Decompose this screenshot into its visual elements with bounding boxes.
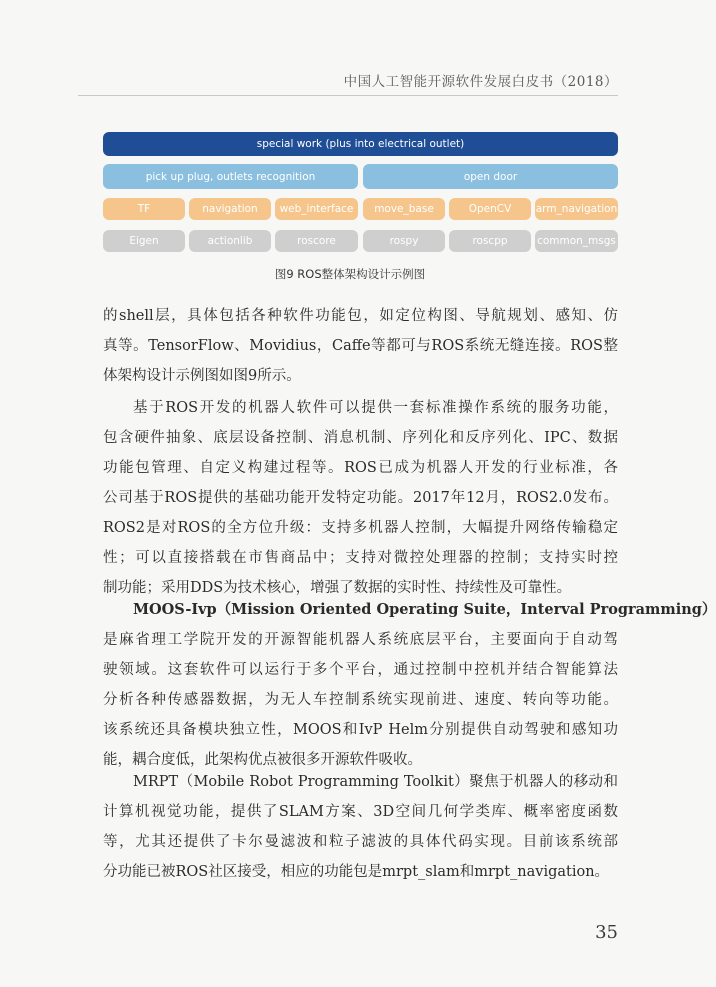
diagram-gray-box: common_msgs bbox=[535, 230, 618, 252]
text-line: 是麻省理工学院开发的开源智能机器人系统底层平台，主要面向于自动驾 bbox=[103, 632, 618, 648]
text-line: 分析各种传感器数据，为无人车控制系统实现前进、速度、转向等功能。 bbox=[103, 692, 618, 708]
diagram-orange-box: TF bbox=[103, 198, 185, 220]
diagram-gray-box: rospy bbox=[363, 230, 445, 252]
diagram-gray-box: actionlib bbox=[189, 230, 271, 252]
header-divider bbox=[78, 95, 618, 96]
body-paragraph bbox=[103, 767, 618, 887]
body-paragraph bbox=[103, 301, 618, 391]
diagram-gray-box: roscore bbox=[275, 230, 358, 252]
page-number: 35 bbox=[595, 922, 618, 943]
diagram-blue-box: open door bbox=[363, 164, 618, 189]
text-line: 计算机视觉功能，提供了SLAM方案、3D空间几何学类库、概率密度函数 bbox=[103, 804, 618, 820]
text-line: 包含硬件抽象、底层设备控制、消息机制、序列化和反序列化、IPC、数据 bbox=[103, 430, 618, 446]
diagram-orange-box: web_interface bbox=[275, 198, 358, 220]
diagram-top-layer: special work (plus into electrical outlet) bbox=[103, 132, 618, 156]
body-paragraph bbox=[103, 595, 716, 775]
diagram-orange-box: move_base bbox=[363, 198, 445, 220]
diagram-orange-box: navigation bbox=[189, 198, 271, 220]
text-line: 等，尤其还提供了卡尔曼滤波和粒子滤波的具体代码实现。目前该系统部 bbox=[103, 834, 618, 850]
text-line: 分功能已被ROS社区接受，相应的功能包是mrpt_slam和mrpt_navigation。 bbox=[103, 864, 610, 880]
text-line: 体架构设计示例图如图9所示。 bbox=[103, 368, 301, 384]
diagram-blue-box: pick up plug, outlets recognition bbox=[103, 164, 358, 189]
text-line: 真等。TensorFlow、Movidius，Caffe等都可与ROS系统无缝连接。ROS整 bbox=[103, 338, 618, 354]
diagram-orange-box: OpenCV bbox=[449, 198, 531, 220]
text-line: 能，耦合度低，此架构优点被很多开源软件吸收。 bbox=[103, 752, 422, 768]
text-line: 该系统还具备模块独立性，MOOS和IvP Helm分别提供自动驾驶和感知功 bbox=[103, 722, 618, 738]
diagram-gray-box: roscpp bbox=[449, 230, 531, 252]
running-header: 中国人工智能开源软件发展白皮书（2018） bbox=[343, 74, 618, 90]
text-line: 功能包管理、自定义构建过程等。ROS已成为机器人开发的行业标准，各 bbox=[103, 460, 618, 476]
text-line: MOOS-Ivp（Mission Oriented Operating Suite，Interval Programming） bbox=[133, 601, 716, 618]
diagram-gray-box: Eigen bbox=[103, 230, 185, 252]
text-line: 性；可以直接搭载在市售商品中；支持对微控处理器的控制；支持实时控 bbox=[103, 550, 618, 566]
figure-caption: 图9 ROS整体架构设计示例图 bbox=[274, 267, 426, 281]
body-paragraph bbox=[103, 393, 618, 603]
text-line: ROS2是对ROS的全方位升级：支持多机器人控制，大幅提升网络传输稳定 bbox=[103, 520, 618, 536]
diagram-orange-box: arm_navigation bbox=[535, 198, 618, 220]
text-line: MRPT（Mobile Robot Programming Toolkit）聚焦于机器人的移动和 bbox=[133, 774, 618, 790]
text-line: 基于ROS开发的机器人软件可以提供一套标准操作系统的服务功能， bbox=[133, 400, 618, 416]
text-line: 驶领域。这套软件可以运行于多个平台，通过控制中控机并结合智能算法 bbox=[103, 662, 618, 678]
text-line: 公司基于ROS提供的基础功能开发特定功能。2017年12月，ROS2.0发布。 bbox=[103, 490, 618, 506]
text-line: 制功能；采用DDS为技术核心，增强了数据的实时性、持续性及可靠性。 bbox=[103, 580, 572, 596]
text-line: 的shell层，具体包括各种软件功能包，如定位构图、导航规划、感知、仿 bbox=[103, 308, 618, 324]
